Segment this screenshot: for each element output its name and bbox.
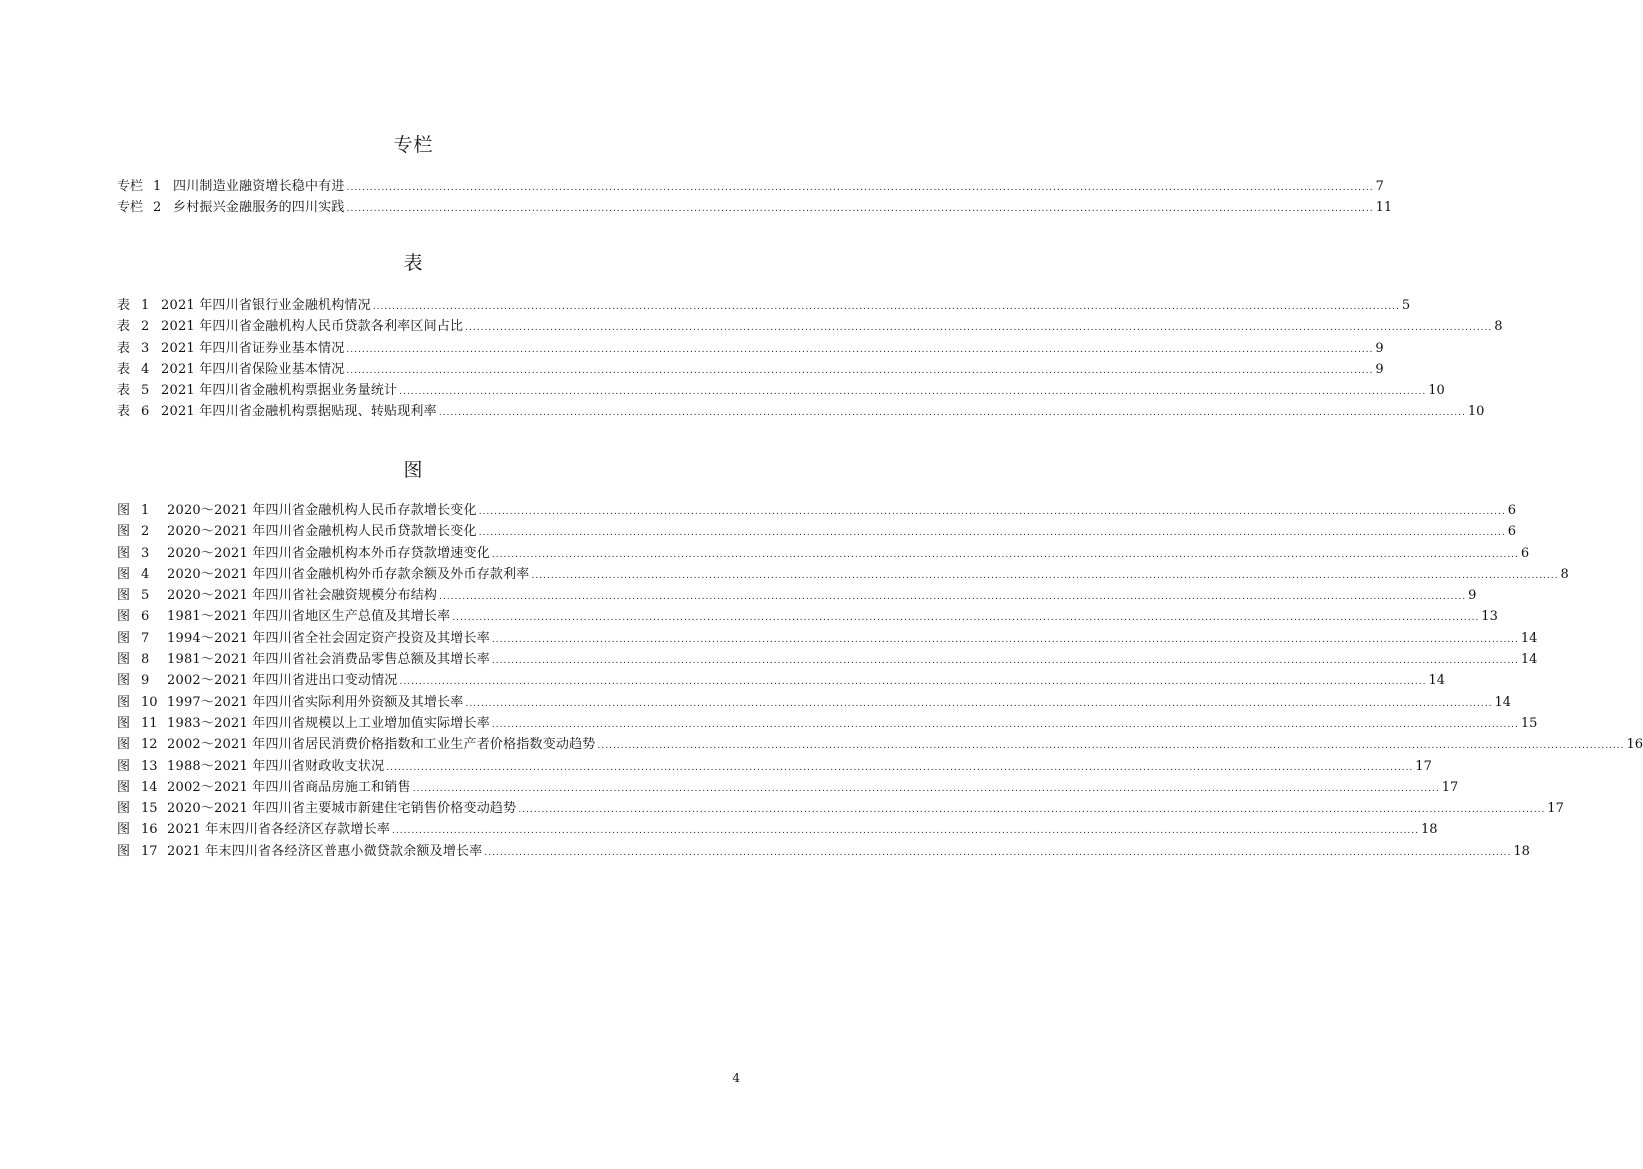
toc-dot-leader bbox=[479, 502, 1506, 523]
toc-entry-kind: 表 bbox=[117, 298, 131, 313]
toc-entry-label bbox=[117, 798, 167, 819]
toc-entry-number: 4 bbox=[141, 566, 150, 582]
toc-entry-label bbox=[117, 670, 167, 691]
toc-entry-number: 6 bbox=[141, 404, 150, 420]
tu-section-title: 图 bbox=[403, 459, 424, 481]
toc-dot-leader bbox=[392, 821, 1419, 842]
toc-entry-title: 2021 年四川省金融机构人民币贷款各利率区间占比 bbox=[161, 319, 464, 335]
toc-entry-page: 17 bbox=[1415, 758, 1432, 774]
toc-dot-leader bbox=[598, 736, 1625, 757]
toc-entry[interactable] bbox=[117, 692, 1512, 713]
toc-entry[interactable] bbox=[117, 521, 1516, 542]
toc-entry-label bbox=[117, 628, 167, 649]
toc-entry-label bbox=[117, 543, 167, 564]
toc-entry-title: 1981～2021 年四川省地区生产总值及其增长率 bbox=[167, 609, 451, 625]
toc-entry-title: 1988～2021 年四川省财政收支状况 bbox=[167, 758, 385, 774]
toc-entry[interactable] bbox=[117, 713, 1538, 734]
toc-entry[interactable] bbox=[117, 670, 1446, 691]
toc-entry[interactable] bbox=[117, 606, 1498, 627]
toc-dot-leader bbox=[452, 608, 1479, 629]
toc-entry-kind: 图 bbox=[117, 779, 131, 795]
toc-entry-label bbox=[117, 692, 167, 713]
toc-dot-leader bbox=[466, 694, 1493, 715]
toc-dot-leader bbox=[532, 566, 1559, 587]
toc-entry-number: 10 bbox=[141, 694, 158, 710]
toc-entry-label bbox=[117, 756, 167, 777]
toc-entry-page: 18 bbox=[1513, 843, 1530, 859]
toc-entry-page: 7 bbox=[1375, 179, 1384, 194]
toc-entry-number: 2 bbox=[141, 524, 150, 540]
page-number: 4 bbox=[732, 1071, 740, 1085]
toc-entry-kind: 表 bbox=[117, 383, 131, 399]
toc-entry-page: 9 bbox=[1375, 361, 1384, 377]
toc-entry-page: 13 bbox=[1481, 609, 1498, 625]
toc-entry-number: 14 bbox=[141, 779, 158, 795]
toc-dot-leader bbox=[492, 651, 1519, 672]
toc-entry[interactable] bbox=[117, 380, 1445, 401]
toc-entry-title: 2021 年末四川省各经济区普惠小微贷款余额及增长率 bbox=[167, 843, 483, 859]
toc-entry[interactable] bbox=[117, 819, 1438, 840]
toc-entry-page: 14 bbox=[1494, 694, 1512, 710]
toc-dot-leader bbox=[347, 199, 1374, 220]
toc-entry-kind: 图 bbox=[117, 588, 131, 604]
toc-entry[interactable] bbox=[117, 359, 1384, 380]
toc-entry-kind: 图 bbox=[117, 630, 131, 646]
toc-entry-title: 1983～2021 年四川省规模以上工业增加值实际增长率 bbox=[167, 715, 490, 731]
toc-entry-page: 5 bbox=[1401, 298, 1411, 313]
toc-entry[interactable] bbox=[117, 585, 1477, 606]
toc-entry[interactable] bbox=[117, 564, 1569, 585]
toc-entry-number: 8 bbox=[141, 652, 150, 668]
toc-entry[interactable] bbox=[117, 649, 1538, 670]
zhuanlan-toc-list bbox=[117, 176, 1393, 219]
toc-entry[interactable] bbox=[117, 756, 1432, 777]
toc-dot-leader bbox=[346, 361, 1373, 382]
toc-entry-number: 7 bbox=[141, 630, 150, 646]
toc-entry-number: 12 bbox=[141, 737, 158, 753]
toc-dot-leader bbox=[439, 403, 1466, 424]
toc-entry-number: 4 bbox=[141, 361, 150, 377]
zhuanlan-section-title: 专栏 bbox=[393, 134, 434, 156]
toc-dot-leader bbox=[492, 545, 1519, 566]
toc-entry-label bbox=[117, 521, 167, 542]
figure-toc-list bbox=[117, 500, 1643, 862]
toc-entry-page: 9 bbox=[1375, 340, 1384, 356]
toc-entry-number: 1 bbox=[141, 503, 150, 518]
toc-entry-kind: 专栏 bbox=[117, 200, 144, 216]
toc-entry-kind: 图 bbox=[117, 801, 131, 817]
toc-entry-kind: 图 bbox=[117, 566, 131, 582]
toc-dot-leader bbox=[346, 340, 1373, 361]
toc-entry-label bbox=[117, 841, 167, 862]
toc-entry-label bbox=[117, 176, 173, 197]
toc-entry-number: 2 bbox=[141, 319, 150, 335]
toc-entry-page: 14 bbox=[1520, 652, 1538, 668]
toc-entry-page: 10 bbox=[1467, 404, 1485, 420]
toc-dot-leader bbox=[347, 178, 1374, 199]
toc-entry-page: 8 bbox=[1494, 319, 1503, 335]
toc-entry-title: 1994～2021 年四川省全社会固定资产投资及其增长率 bbox=[167, 630, 490, 646]
toc-dot-leader bbox=[492, 630, 1519, 651]
toc-entry-page: 10 bbox=[1428, 383, 1445, 399]
toc-entry-kind: 图 bbox=[117, 503, 131, 518]
toc-entry-kind: 图 bbox=[117, 673, 131, 689]
toc-entry-page: 14 bbox=[1428, 673, 1446, 689]
toc-entry-page: 6 bbox=[1507, 503, 1516, 518]
toc-entry-number: 5 bbox=[141, 383, 150, 399]
toc-entry-title: 1981～2021 年四川省社会消费品零售总额及其增长率 bbox=[167, 652, 490, 668]
table-toc-list bbox=[117, 295, 1503, 423]
toc-entry-title: 2002～2021 年四川省居民消费价格指数和工业生产者价格指数变动趋势 bbox=[167, 737, 596, 753]
toc-entry-number: 16 bbox=[141, 822, 158, 838]
toc-dot-leader bbox=[399, 382, 1426, 403]
toc-entry-page: 11 bbox=[1375, 200, 1393, 216]
toc-entry[interactable] bbox=[117, 543, 1530, 564]
toc-entry-kind: 图 bbox=[117, 545, 131, 561]
toc-entry-label bbox=[117, 359, 161, 380]
toc-dot-leader bbox=[484, 843, 1511, 864]
toc-entry-title: 2020～2021 年四川省金融机构本外币存贷款增速变化 bbox=[167, 545, 490, 561]
toc-entry[interactable] bbox=[117, 734, 1643, 755]
toc-entry[interactable] bbox=[117, 401, 1485, 422]
toc-entry-title: 四川制造业融资增长稳中有进 bbox=[173, 179, 345, 194]
toc-entry-title: 2002～2021 年四川省商品房施工和销售 bbox=[167, 779, 411, 795]
toc-entry-number: 6 bbox=[141, 609, 150, 625]
toc-entry-label bbox=[117, 500, 167, 521]
toc-entry-title: 2021 年四川省银行业金融机构情况 bbox=[161, 298, 371, 313]
toc-entry-kind: 图 bbox=[117, 715, 131, 731]
toc-entry-kind: 图 bbox=[117, 843, 131, 859]
toc-entry-page: 15 bbox=[1520, 715, 1538, 731]
toc-entry-number: 11 bbox=[141, 715, 158, 731]
toc-dot-leader bbox=[479, 523, 1506, 544]
toc-entry-kind: 图 bbox=[117, 694, 131, 710]
toc-dot-leader bbox=[413, 779, 1440, 800]
toc-entry[interactable] bbox=[117, 338, 1384, 359]
toc-entry-title: 乡村振兴金融服务的四川实践 bbox=[173, 200, 345, 216]
toc-entry-number: 3 bbox=[141, 340, 150, 356]
toc-entry-label bbox=[117, 606, 167, 627]
toc-entry[interactable] bbox=[117, 628, 1538, 649]
toc-entry-label bbox=[117, 380, 161, 401]
toc-entry-number: 3 bbox=[141, 545, 150, 561]
toc-entry-kind: 表 bbox=[117, 340, 131, 356]
toc-entry-label bbox=[117, 338, 161, 359]
toc-dot-leader bbox=[465, 318, 1492, 339]
toc-entry-label bbox=[117, 197, 173, 218]
toc-dot-leader bbox=[400, 672, 1427, 693]
toc-entry-kind: 图 bbox=[117, 524, 131, 540]
toc-entry-title: 2021 年四川省证券业基本情况 bbox=[161, 340, 345, 356]
toc-entry-number: 1 bbox=[153, 179, 162, 194]
toc-entry-title: 2021 年四川省金融机构票据业务量统计 bbox=[161, 383, 398, 399]
toc-entry[interactable] bbox=[117, 500, 1516, 521]
toc-entry-label bbox=[117, 734, 167, 755]
toc-entry-label bbox=[117, 401, 161, 422]
toc-entry-label bbox=[117, 819, 167, 840]
toc-entry-title: 2021 年末四川省各经济区存款增长率 bbox=[167, 822, 391, 838]
toc-entry-kind: 图 bbox=[117, 609, 131, 625]
toc-entry-page: 18 bbox=[1421, 822, 1438, 838]
toc-entry-kind: 图 bbox=[117, 822, 131, 838]
toc-entry-label bbox=[117, 713, 167, 734]
toc-entry-title: 2020～2021 年四川省主要城市新建住宅销售价格变动趋势 bbox=[167, 801, 517, 817]
toc-entry-label bbox=[117, 564, 167, 585]
toc-entry-kind: 表 bbox=[117, 361, 131, 377]
toc-entry-number: 1 bbox=[141, 298, 150, 313]
toc-entry-page: 17 bbox=[1441, 779, 1459, 795]
toc-entry-title: 2002～2021 年四川省进出口变动情况 bbox=[167, 673, 398, 689]
toc-entry[interactable] bbox=[117, 197, 1393, 218]
toc-entry-title: 2020～2021 年四川省金融机构人民币贷款增长变化 bbox=[167, 524, 477, 540]
toc-entry-number: 5 bbox=[141, 588, 150, 604]
toc-entry-kind: 表 bbox=[117, 404, 131, 420]
toc-entry-number: 15 bbox=[141, 801, 158, 817]
toc-entry-title: 2021 年四川省金融机构票据贴现、转贴现利率 bbox=[161, 404, 437, 420]
toc-entry-page: 17 bbox=[1547, 801, 1564, 817]
toc-entry-kind: 图 bbox=[117, 652, 131, 668]
toc-entry-page: 14 bbox=[1520, 630, 1538, 646]
toc-entry-label bbox=[117, 649, 167, 670]
toc-entry-number: 9 bbox=[141, 673, 150, 689]
toc-entry-kind: 专栏 bbox=[117, 179, 144, 194]
toc-dot-leader bbox=[386, 758, 1413, 779]
toc-entry-title: 2021 年四川省保险业基本情况 bbox=[161, 361, 345, 377]
toc-entry[interactable] bbox=[117, 176, 1384, 197]
toc-entry-label bbox=[117, 316, 161, 337]
toc-entry-kind: 表 bbox=[117, 319, 131, 335]
toc-entry[interactable] bbox=[117, 777, 1459, 798]
toc-entry-page: 8 bbox=[1560, 566, 1569, 582]
toc-entry-title: 2020～2021 年四川省社会融资规模分布结构 bbox=[167, 588, 438, 604]
toc-entry-number: 13 bbox=[141, 758, 158, 774]
biao-section-title: 表 bbox=[403, 252, 424, 274]
toc-entry-page: 16 bbox=[1626, 737, 1643, 753]
toc-entry-page: 9 bbox=[1468, 588, 1477, 604]
toc-entry[interactable] bbox=[117, 316, 1503, 337]
toc-entry-title: 2020～2021 年四川省金融机构人民币存款增长变化 bbox=[167, 503, 477, 518]
toc-entry-label bbox=[117, 295, 161, 316]
toc-dot-leader bbox=[492, 715, 1519, 736]
toc-entry[interactable] bbox=[117, 841, 1530, 862]
toc-dot-leader bbox=[439, 587, 1466, 608]
toc-dot-leader bbox=[373, 297, 1400, 318]
toc-entry-page: 6 bbox=[1520, 545, 1530, 561]
toc-entry-kind: 图 bbox=[117, 758, 131, 774]
toc-entry-kind: 图 bbox=[117, 737, 131, 753]
toc-entry-label bbox=[117, 585, 167, 606]
toc-dot-leader bbox=[518, 800, 1545, 821]
toc-entry-page: 6 bbox=[1507, 524, 1516, 540]
toc-entry-title: 1997～2021 年四川省实际利用外资额及其增长率 bbox=[167, 694, 464, 710]
toc-entry[interactable] bbox=[117, 798, 1564, 819]
toc-entry-number: 2 bbox=[153, 200, 162, 216]
toc-entry-label bbox=[117, 777, 167, 798]
toc-entry-number: 17 bbox=[141, 843, 158, 859]
toc-entry[interactable] bbox=[117, 295, 1411, 316]
toc-entry-title: 2020～2021 年四川省金融机构外币存款余额及外币存款利率 bbox=[167, 566, 530, 582]
